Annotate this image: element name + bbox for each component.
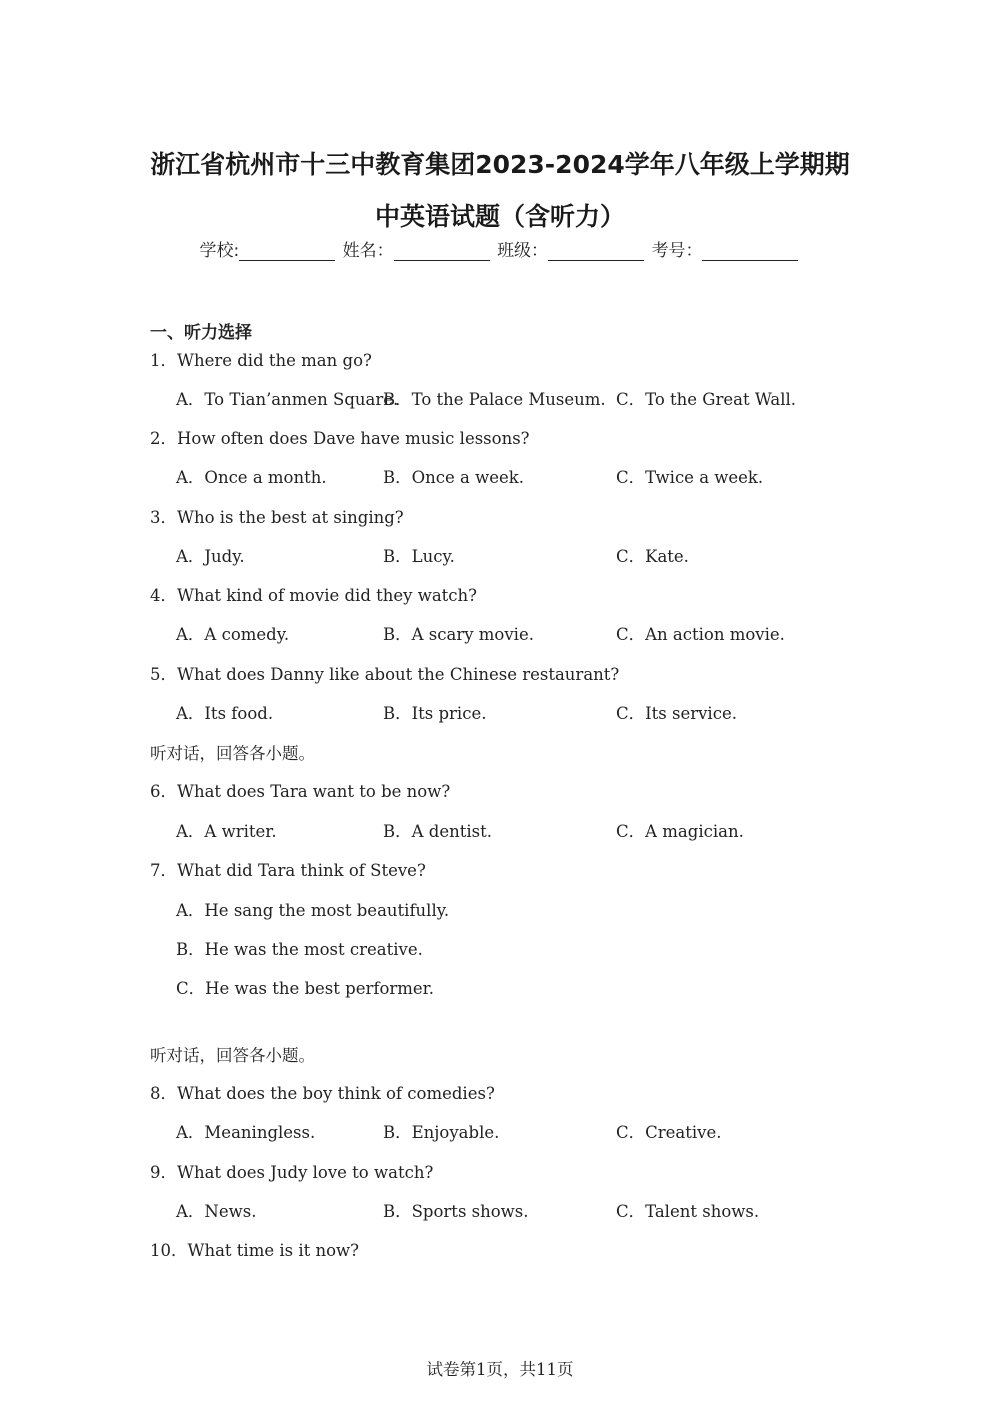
question-4: 4．What kind of movie did they watch? — [150, 586, 478, 605]
option-2a: A．Once a month. — [176, 468, 327, 487]
option-9b: B．Sports shows. — [383, 1202, 529, 1221]
page-footer: 试卷第1页，共11页 — [426, 1360, 574, 1379]
option-6b: B．A dentist. — [383, 822, 492, 841]
option-2c: C．Twice a week. — [616, 468, 764, 487]
question-3: 3．Who is the best at singing? — [150, 508, 404, 527]
option-5a: A．Its food. — [176, 704, 274, 723]
page-title-line-1: 浙江省杭州市十三中教育集团2023-2024学年八年级上学期期 — [150, 150, 850, 179]
instruction-2: 听对话，回答各小题。 — [150, 1046, 315, 1065]
number-blank — [702, 242, 798, 261]
number-label: 考号： — [651, 241, 703, 261]
option-8a: A．Meaningless. — [176, 1123, 316, 1142]
option-8c: C．Creative. — [616, 1123, 722, 1142]
option-3a: A．Judy. — [176, 547, 245, 566]
option-6a: A．A writer. — [176, 822, 277, 841]
name-blank — [394, 242, 490, 261]
option-4c: C．An action movie. — [616, 625, 785, 644]
class-blank — [548, 242, 644, 261]
option-6c: C．A magician. — [616, 822, 744, 841]
school-label: 学校: — [199, 241, 240, 261]
page-title-line-2: 中英语试题（含听力） — [374, 202, 625, 231]
name-label: 姓名： — [342, 241, 394, 261]
option-5c: C．Its service. — [616, 704, 737, 723]
option-7a: A．He sang the most beautifully. — [176, 901, 450, 920]
class-label: 班级： — [497, 241, 549, 261]
question-1: 1．Where did the man go? — [150, 351, 372, 370]
school-blank — [239, 242, 335, 261]
option-1a: A．To Tian’anmen Square. — [176, 390, 399, 409]
question-10: 10．What time is it now? — [150, 1241, 360, 1260]
instruction-1: 听对话，回答各小题。 — [150, 744, 315, 763]
option-7b: B．He was the most creative. — [176, 940, 423, 959]
option-9c: C．Talent shows. — [616, 1202, 760, 1221]
option-2b: B．Once a week. — [383, 468, 525, 487]
question-6: 6．What does Tara want to be now? — [150, 782, 451, 801]
option-3c: C．Kate. — [616, 547, 689, 566]
question-8: 8．What does the boy think of comedies? — [150, 1084, 495, 1103]
question-7: 7．What did Tara think of Steve? — [150, 861, 426, 880]
question-2: 2．How often does Dave have music lessons? — [150, 429, 530, 448]
question-5: 5．What does Danny like about the Chinese restaurant? — [150, 665, 620, 684]
option-3b: B．Lucy. — [383, 547, 455, 566]
option-8b: B．Enjoyable. — [383, 1123, 500, 1142]
option-5b: B．Its price. — [383, 704, 487, 723]
option-1c: C．To the Great Wall. — [616, 390, 797, 409]
option-1b: B．To the Palace Museum. — [383, 390, 606, 409]
option-9a: A．News. — [176, 1202, 257, 1221]
option-4b: B．A scary movie. — [383, 625, 534, 644]
student-info-row — [0, 236, 1000, 261]
option-7c: C．He was the best performer. — [176, 979, 435, 998]
option-4a: A．A comedy. — [176, 625, 290, 644]
section-title: 一、听力选择 — [150, 323, 252, 343]
question-9: 9．What does Judy love to watch? — [150, 1163, 434, 1182]
